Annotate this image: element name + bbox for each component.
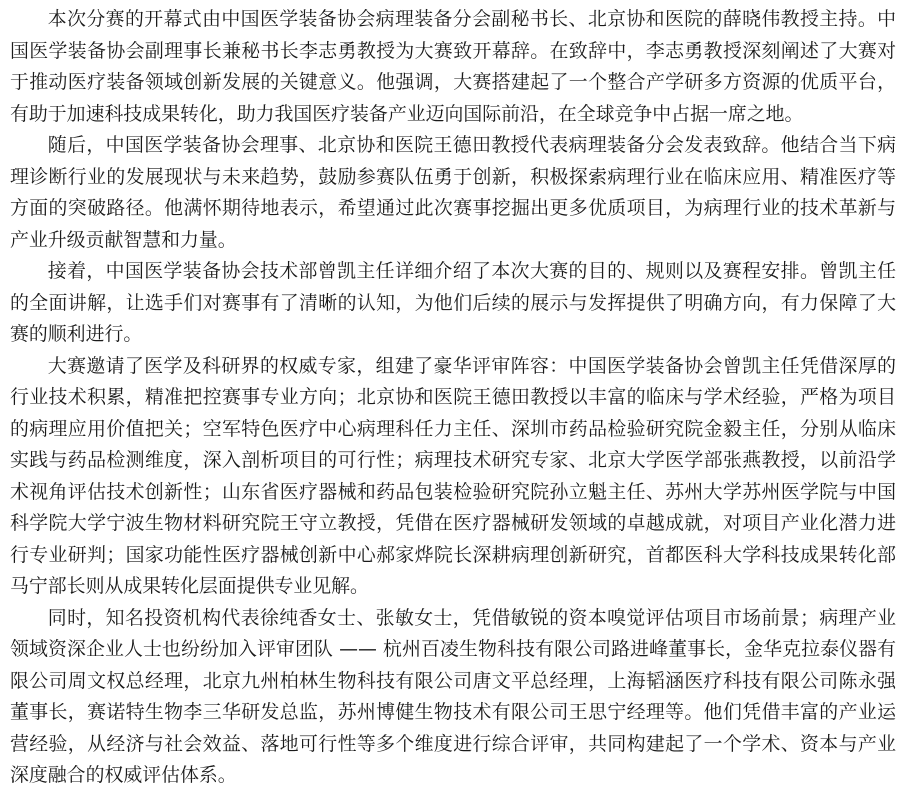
paragraph-industry-judges: 同时，知名投资机构代表徐纯香女士、张敏女士，凭借敏锐的资本嗅觉评估项目市场前景；病理产业领域资深企业人士也纷纷加入评审团队 —— 杭州百凌生物科技有限公司路进峰董事长，金华克拉泰仪器有限公司周文权总经理，北京九州柏林生物科技有限公司唐文平总经理，上海韬涵医疗科技有限公司陈永强董事长，赛诺特生物李三华研发总监，苏州博健生物技术有限公司王思宁经理等。他们凭借丰富的产业运营经验，从经济与社会效益、落地可行性等多个维度进行综合评审，共同构建起了一个学术、资本与产业深度融合的权威评估体系。 — [10, 606, 896, 786]
paragraph-expert-judges: 大赛邀请了医学及科研界的权威专家，组建了豪华评审阵容：中国医学装备协会曾凯主任凭借深厚的行业技术积累，精准把控赛事专业方向；北京协和医院王德田教授以丰富的临床与学术经验，严格为项目的病理应用价值把关；空军特色医疗中心病理科任力主任、深圳市药品检验研究院金毅主任，分别从临床实践与药品检测维度，深入剖析项目的可行性；病理技术研究专家、北京大学医学部张燕教授，以前沿学术视角评估技术创新性；山东省医疗器械和药品包装检验研究院孙立魁主任、苏州大学苏州医学院与中国科学院大学宁波生物材料研究院王守立教授，凭借在医疗器械研发领域的卓越成就，对项目产业化潜力进行专业研判；国家功能性医疗器械创新中心郝家烨院长深耕病理创新研究，首都医科大学科技成果转化部马宁部长则从成果转化层面提供专业见解。 — [10, 354, 896, 597]
paragraph-opening-ceremony: 本次分赛的开幕式由中国医学装备协会病理装备分会副秘书长、北京协和医院的薛晓伟教授主持。中国医学装备协会副理事长兼秘书长李志勇教授为大赛致开幕辞。在致辞中，李志勇教授深刻阐述了大赛对于推动医疗装备领域创新发展的关键意义。他强调，大赛搭建起了一个整合产学研多方资源的优质平台，有助于加速科技成果转化，助力我国医疗装备产业迈向国际前沿，在全球竞争中占据一席之地。 — [10, 8, 896, 125]
paragraph-wang-detian-speech: 随后，中国医学装备协会理事、北京协和医院王德田教授代表病理装备分会发表致辞。他结合当下病理诊断行业的发展现状与未来趋势，鼓励参赛队伍勇于创新，积极探索病理行业在临床应用、精准医疗等方面的突破路径。他满怀期待地表示，希望通过此次赛事挖掘出更多优质项目，为病理行业的技术革新与产业升级贡献智慧和力量。 — [10, 134, 896, 251]
paragraph-rules-introduction: 接着，中国医学装备协会技术部曾凯主任详细介绍了本次大赛的目的、规则以及赛程安排。曾凯主任的全面讲解，让选手们对赛事有了清晰的认知，为他们后续的展示与发挥提供了明确方向，有力保障了大赛的顺利进行。 — [10, 260, 896, 345]
